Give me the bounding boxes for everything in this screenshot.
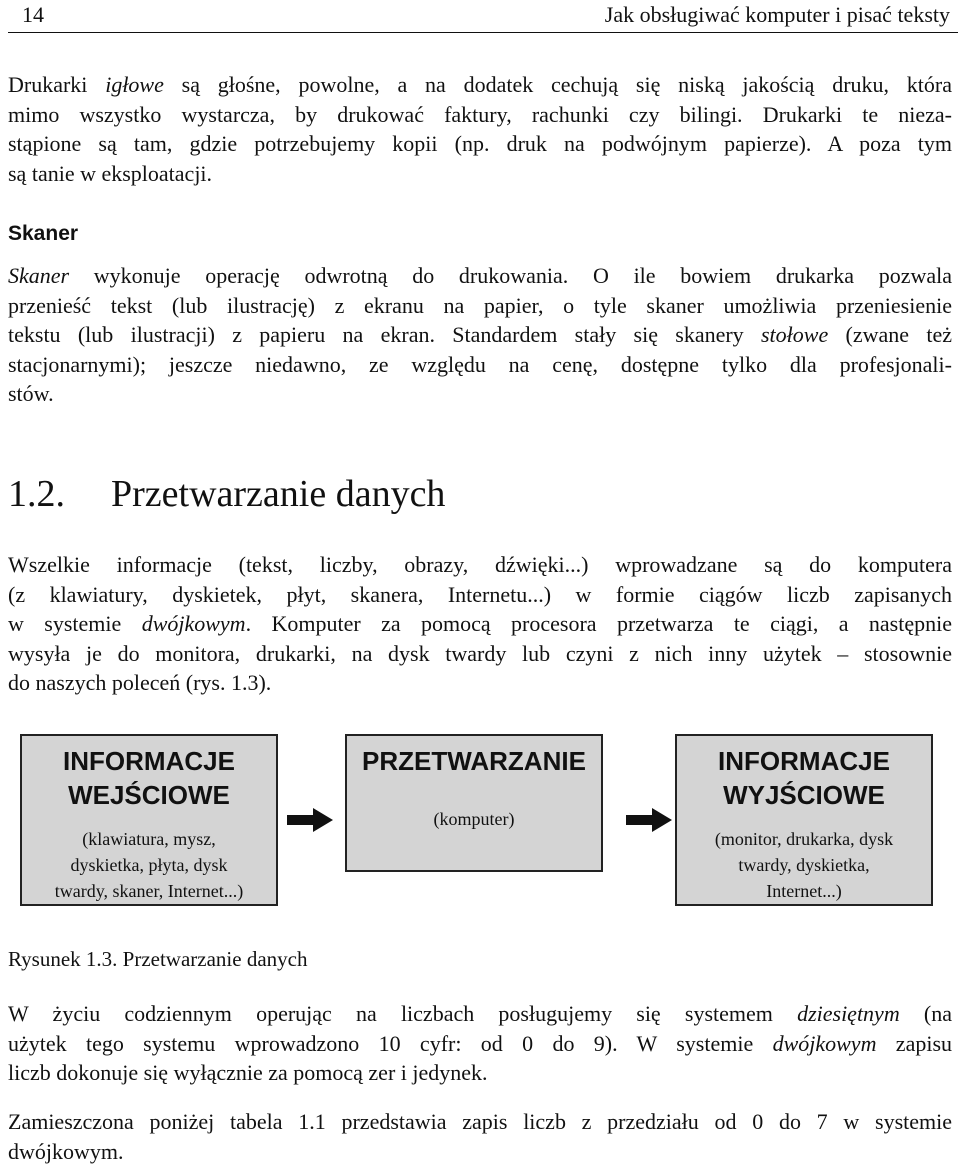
text-line: dwójkowym. [8,1138,124,1164]
paragraph-processing [8,550,952,698]
text-line: stąpione są tam, gdzie potrzebujemy kopii (np. druk na podwójnym papierze). A poza tym [8,131,952,156]
input-box-desc: dyskietka, płyta, dysk [70,855,228,875]
output-box [675,734,933,906]
running-header [8,0,958,33]
text-line: w systemie dwójkowym. Komputer za pomocą procesora przetwarza te ciągi, a następnie [8,611,952,636]
figure-data-processing [8,728,952,912]
text-line: użytek tego systemu wprowadzono 10 cyfr: od 0 do 9). W systemie dwójkowym zapisu [8,1030,953,1056]
figure-caption: Rysunek 1.3. Przetwarzanie danych [8,947,308,971]
text-line: przenieść tekst (lub ilustrację) z ekranu na papier, o tyle skaner umożliwia przeniesienie [8,292,952,318]
running-title: Jak obsługiwać komputer i pisać teksty [604,2,950,27]
text-line: stacjonarnymi); jeszcze niedawno, ze względu na cenę, dostępne tylko dla profesjonali- [8,351,952,377]
text-line: tekstu (lub ilustracji) z papieru na ekran. Standardem stały się skanery stołowe (zwane też [8,322,952,347]
subheading-scanner: Skaner [8,222,79,245]
input-box-title-1: INFORMACJE [63,746,235,776]
output-box-title-2: WYJŚCIOWE [723,780,885,810]
paragraph-table-intro [8,1107,952,1166]
input-box [20,734,278,906]
text-line: liczb dokonuje się wyłącznie za pomocą zer i jedynek. [8,1060,488,1085]
section-title: Przetwarzanie danych [111,473,446,515]
text-line: stów. [8,381,54,406]
text-line: (z klawiatury, dyskietek, płyt, skanera, Internetu...) w formie ciągów liczb zapisanych [8,581,952,607]
input-box-desc: twardy, skaner, Internet...) [54,881,244,901]
emphasis: Skaner [8,263,70,288]
emphasis: igłowe [105,72,164,97]
text-line: W życiu codziennym operując na liczbach posługujemy się systemem dziesiętnym (na [8,1001,952,1026]
arrow-right-icon [287,808,333,832]
output-box-desc: Internet...) [766,881,842,901]
text-line: Skaner wykonuje operację odwrotną do drukowania. O ile bowiem drukarka pozwala [8,263,952,288]
page-number: 14 [22,2,44,27]
processing-box-title: PRZETWARZANIE [362,746,586,776]
paragraph-scanner [8,261,952,409]
section-number: 1.2. [8,473,65,515]
section-heading [8,472,445,516]
text-line: mimo wszystko wystarcza, by drukować faktury, rachunki czy bilingi. Drukarki te nieza- [8,101,952,127]
text-line: do naszych poleceń (rys. 1.3). [8,670,272,695]
text-line: wysyła je do monitora, drukarki, na dysk twardy lub czyni z nich inny użytek – stosownie [8,640,952,666]
arrow-right-icon [626,808,672,832]
output-box-desc: twardy, dyskietka, [738,855,870,875]
emphasis: dwójkowym [772,1030,877,1056]
input-box-title-2: WEJŚCIOWE [68,780,230,810]
emphasis: dziesiętnym [797,1001,900,1026]
paragraph-number-systems [8,999,952,1088]
output-box-title-1: INFORMACJE [718,746,890,776]
text-line: są tanie w eksploatacji. [8,160,213,186]
emphasis: dwójkowym [141,611,246,636]
processing-box [345,734,603,872]
emphasis: stołowe [761,322,829,347]
paragraph-printers [8,70,952,188]
text-line: Zamieszczona poniżej tabela 1.1 przedstawia zapis liczb z przedziału od 0 do 7 w systemie [8,1109,952,1134]
text-line: Drukarki igłowe są głośne, powolne, a na dodatek cechują się niską jakością druku, która [8,72,953,97]
processing-box-desc: (komputer) [433,809,515,829]
input-box-desc: (klawiatura, mysz, [82,829,216,849]
text-line: Wszelkie informacje (tekst, liczby, obrazy, dźwięki...) wprowadzane są do komputera [8,552,952,577]
output-box-desc: (monitor, drukarka, dysk [714,829,894,849]
